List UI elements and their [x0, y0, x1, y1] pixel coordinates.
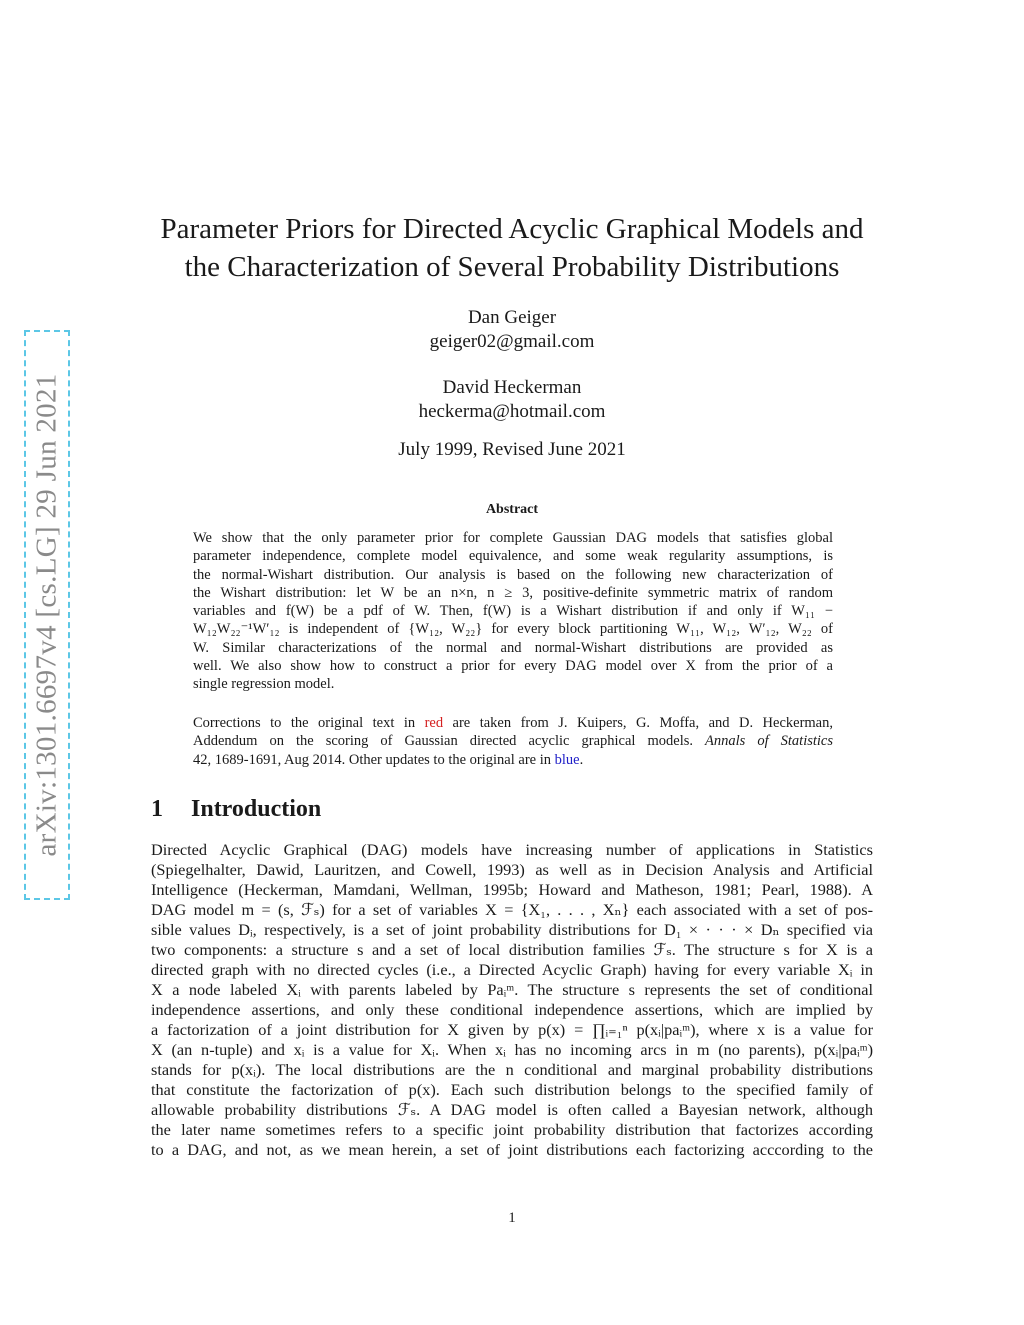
section-title: Introduction [191, 796, 322, 822]
arxiv-identifier-text: arXiv:1301.6697v4 [cs.LG] 29 Jun 2021 [30, 373, 63, 857]
section-heading [151, 796, 321, 823]
body-line: the later name sometimes refers to a specific joint probability distribution that factorizes according [151, 1120, 873, 1139]
corrections-line-2 [193, 732, 833, 750]
body-line: that constitute the factorization of p(x). Each such distribution belongs to the specified family of [151, 1080, 873, 1099]
journal-name: Annals of Statistics [705, 733, 834, 750]
body-line: (Spiegelhalter, Dawid, Lauritzen, and Cowell, 1993) as well as in Decision Analysis and Artificial [151, 860, 873, 879]
body-line: X (an n-tuple) and xᵢ is a value for Xᵢ. When xᵢ has no incoming arcs in m (no parents), p(xᵢ|paᵢᵐ) [151, 1040, 873, 1059]
body-line: directed graph with no directed cycles (i.e., a Directed Acyclic Graph) having for every variable Xᵢ in [151, 960, 873, 979]
corrections-text: . [579, 751, 584, 768]
body-line: two components: a structure s and a set of local distribution families ℱₛ. The structure s for X is a [151, 940, 873, 959]
body-line: allowable probability distributions ℱₛ. A DAG model is often called a Bayesian network, although [151, 1100, 873, 1119]
corrections-text: 42, 1689-1691, Aug 2014. Other updates to the original are in [193, 751, 555, 768]
corrections-note [193, 714, 833, 769]
body-line: sible values Dᵢ, respectively, is a set of joint probability distributions for D₁ × · · · × Dₙ specified via [151, 920, 873, 939]
abstract-line: W₁₂W₂₂⁻¹W′₁₂ is independent of {W₁₂, W₂₂} for every block partitioning W₁₁, W₁₂, W′₁₂, W₂₂ of [193, 621, 833, 638]
abstract-line: the normal-Wishart distribution. Our analysis is based on the following new characterization of [193, 566, 833, 583]
body-line: Directed Acyclic Graphical (DAG) models have increasing number of applications in Statistics [151, 840, 873, 859]
author-email: heckerma@hotmail.com [418, 401, 606, 422]
body-line: a factorization of a joint distribution for X given by p(x) = ∏ᵢ₌₁ⁿ p(xᵢ|paᵢᵐ), where x is a value for [151, 1020, 873, 1039]
corrections-line-3 [193, 751, 833, 769]
author-name: Dan Geiger [467, 307, 557, 328]
abstract-line: well. We also show how to construct a prior for every DAG model over X from the prior of a [193, 658, 833, 675]
section-number: 1 [151, 796, 163, 822]
corrections-line-1 [193, 714, 833, 732]
introduction-body [151, 840, 873, 1160]
body-line: DAG model m = (s, ℱₛ) for a set of variables X = {X₁, . . . , Xₙ} each associated with a set of pos- [151, 900, 873, 919]
author-block-2 [312, 376, 712, 424]
author-name: David Heckerman [442, 377, 582, 398]
corrections-text: are taken from J. Kuipers, G. Moffa, and D. Heckerman, [443, 715, 833, 731]
corrections-text: Corrections to the original text in [193, 715, 425, 731]
abstract-line: parameter independence, complete model equivalence, and some weak regularity assumptions, is [193, 548, 833, 565]
author-email: geiger02@gmail.com [429, 331, 595, 352]
paper-date: July 1999, Revised June 2021 [398, 439, 626, 460]
abstract-heading: Abstract [485, 502, 539, 517]
abstract-line: We show that the only parameter prior for complete Gaussian DAG models that satisfies global [193, 530, 833, 546]
body-line: Intelligence (Heckerman, Mamdani, Wellman, 1995b; Howard and Matheson, 1981; Pearl, 1988). A [151, 880, 873, 899]
body-line: to a DAG, and not, as we mean herein, a set of joint distributions each factorizing acccording to the [151, 1140, 873, 1159]
arxiv-identifier-stamp [24, 330, 70, 900]
corrections-text: Addendum on the scoring of Gaussian directed acyclic graphical models. [193, 733, 706, 750]
abstract-line: the Wishart distribution: let W be an n×n, n ≥ 3, positive-definite symmetric matrix of random [193, 584, 833, 601]
red-highlight-word: red [424, 715, 444, 731]
blue-highlight-word: blue [554, 751, 580, 768]
abstract-line: variables and f(W) be a pdf of W. Then, f(W) is a Wishart distribution if and only if W₁₁ − [193, 603, 833, 620]
abstract-line: single regression model. [193, 676, 335, 693]
abstract-body [193, 529, 833, 694]
page-number: 1 [508, 1210, 516, 1226]
author-block-1 [312, 306, 712, 354]
body-line: independence assertions, and only these conditional independence assertions, which are implied by [151, 1000, 873, 1019]
body-line: X a node labeled Xᵢ with parents labeled by Paᵢᵐ. The structure s represents the set of conditional [151, 980, 873, 999]
title-line-2: the Characterization of Several Probability Distributions [184, 251, 840, 283]
paper-title [120, 210, 904, 286]
abstract-line: W. Similar characterizations of the normal and normal-Wishart distributions are provided as [193, 639, 833, 656]
title-line-1: Parameter Priors for Directed Acyclic Graphical Models and [160, 213, 864, 245]
body-line: stands for p(xᵢ). The local distributions are the n conditional and marginal probability distributions [151, 1060, 873, 1079]
